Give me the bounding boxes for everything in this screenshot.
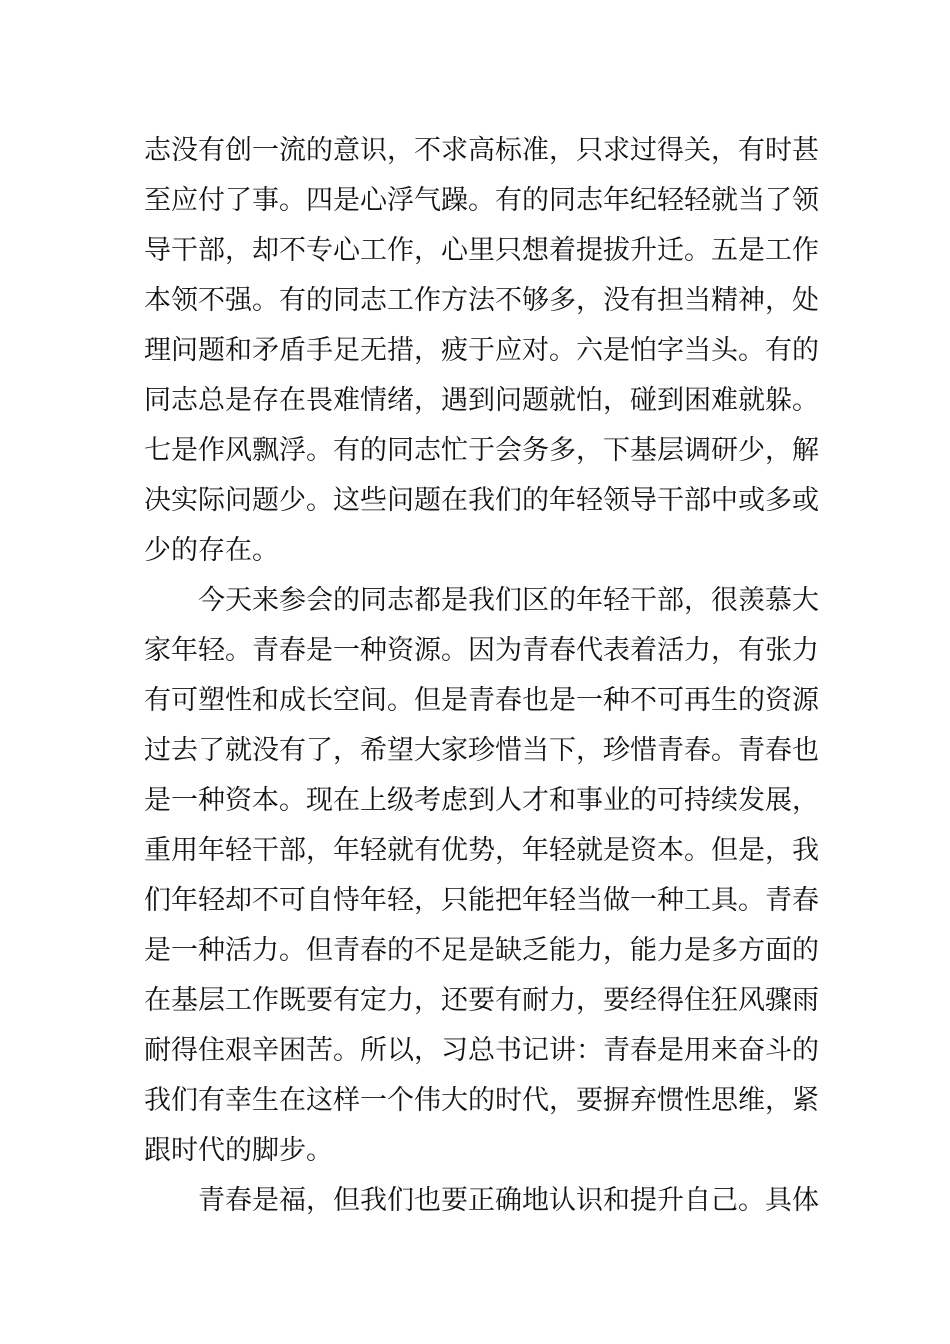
text-line: 在基层工作既要有定力，还要有耐力，要经得住狂风骤雨 — [144, 985, 819, 1016]
text-line: 耐得住艰辛困苦。所以，习总书记讲：青春是用来奋斗的 — [144, 1035, 819, 1066]
text-line: 同志总是存在畏难情绪，遇到问题就怕，碰到困难就躲。 — [144, 385, 819, 416]
text-line: 决实际问题少。这些问题在我们的年轻领导干部中或多或 — [144, 485, 819, 516]
text-line: 导干部，却不专心工作，心里只想着提拔升迁。五是工作 — [144, 235, 819, 266]
paragraph-start-line: 青春是福，但我们也要正确地认识和提升自己。具体 — [144, 1185, 819, 1216]
text-line: 们年轻却不可自恃年轻，只能把年轻当做一种工具。青春 — [144, 885, 819, 916]
paragraph-start-line: 今天来参会的同志都是我们区的年轻干部，很羡慕大 — [144, 585, 819, 616]
text-line: 理问题和矛盾手足无措，疲于应对。六是怕字当头。有的 — [144, 335, 819, 366]
text-line: 至应付了事。四是心浮气躁。有的同志年纪轻轻就当了领 — [144, 185, 819, 216]
text-line: 是一种资本。现在上级考虑到人才和事业的可持续发展， — [144, 785, 819, 816]
text-line: 跟时代的脚步。 — [144, 1135, 333, 1166]
text-line: 过去了就没有了，希望大家珍惜当下，珍惜青春。青春也 — [144, 735, 819, 766]
document-body-text — [144, 126, 819, 1226]
text-line: 重用年轻干部，年轻就有优势，年轻就是资本。但是，我 — [144, 835, 819, 866]
text-line: 本领不强。有的同志工作方法不够多，没有担当精神，处 — [144, 285, 819, 316]
text-line: 志没有创一流的意识，不求高标准，只求过得关，有时甚 — [144, 135, 819, 166]
text-line: 少的存在。 — [144, 535, 279, 566]
text-line: 七是作风飘浮。有的同志忙于会务多，下基层调研少，解 — [144, 435, 819, 466]
text-line: 有可塑性和成长空间。但是青春也是一种不可再生的资源 — [144, 685, 819, 716]
text-line: 是一种活力。但青春的不足是缺乏能力，能力是多方面的 — [144, 935, 819, 966]
text-line: 我们有幸生在这样一个伟大的时代，要摒弃惯性思维，紧 — [144, 1085, 819, 1116]
text-line: 家年轻。青春是一种资源。因为青春代表着活力，有张力 — [144, 635, 819, 666]
